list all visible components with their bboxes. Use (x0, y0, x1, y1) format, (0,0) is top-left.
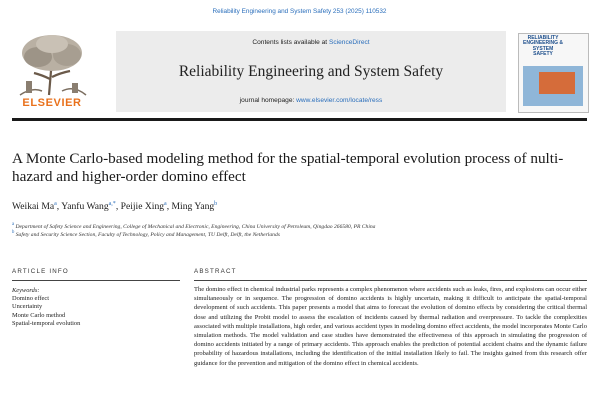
cover-image-detail (539, 72, 575, 94)
author-name[interactable]: Yanfu Wang (61, 201, 109, 213)
author-list: Weikai Ma$^a$, Yanfu Wang$^{a,*}$, Peijie Xing$^a$, Ming Yang$^b$ (12, 201, 218, 213)
abstract-text: The domino effect in chemical industrial parks represents a complex phenomenon where accidents such as leaks, fires, and explosions can occur either simultaneously or in sequence. The progression of domino accidents is highly uncertain, making it difficult to anticipate the spatial-temporal development of such accidents. This paper presents a model that aims to forecast the evolution of domino effects by considering the critical thermal dose and utilizing the Probit model to assess the escalation of incidents caused by thermal radiation and overpressure. To tackle the complexities associated with multiple installations, high order, and various accident types in modeling domino effect accidents, the model incorporates Monte Carlo simulation methods. The model validation and case studies have demonstrated the effectiveness of this approach in simulating the progression of domino accidents initiated by a range of primary accidents. This approach enables the prediction of potential accident chains and the dynamic failure probability of hazardous installations, including the identification of the initial installation likely to fail. The insights gained from this research offer guidance for the prevention and mitigation of the domino effect in chemical accidents. (194, 286, 587, 367)
affiliation-marker: a (12, 222, 15, 227)
sciencedirect-link[interactable]: ScienceDirect (328, 39, 370, 46)
cover-title: RELIABILITY ENGINEERING & SYSTEM SAFETY (523, 35, 564, 57)
keyword: Monte Carlo method (12, 311, 66, 319)
author-affiliation-marker[interactable]: a (54, 201, 57, 207)
elsevier-wordmark[interactable]: ELSEVIER (22, 97, 82, 109)
keyword: Uncertainty (12, 303, 43, 311)
author-affiliation-marker[interactable]: a (164, 201, 167, 207)
journal-cover-thumbnail[interactable] (518, 33, 589, 113)
keyword: Spatial-temporal evolution (12, 319, 81, 327)
journal-citation[interactable]: Reliability Engineering and System Safety 253 (2025) 110532 (212, 8, 387, 15)
header-divider (12, 118, 587, 121)
keyword: Domino effect (12, 295, 49, 303)
keywords-block (12, 287, 180, 328)
homepage-prefix: journal homepage: (239, 97, 297, 104)
affiliation-b (12, 230, 587, 238)
article-info-divider (12, 280, 180, 281)
author-affiliation-marker[interactable]: b (214, 201, 218, 207)
elsevier-tree-logo-icon (12, 31, 92, 97)
article-info-heading: ARTICLE INFO (12, 268, 69, 275)
article-title: A Monte Carlo-based modeling method for the spatial-temporal evolution process of nulti-hazard and higher-order domino effect (12, 150, 564, 185)
author-name[interactable]: Ming Yang (171, 201, 215, 213)
author-name[interactable]: Peijie Xing (120, 201, 165, 213)
affiliation-text: Department of Safety Science and Engineering, College of Mechanical and Electronic, Engineering, China University of Petroleum, Qingdao 266580, PR China (15, 223, 376, 230)
affiliation-text: Safety and Security Science Section, Faculty of Technology, Policy and Management, TU Delft, Delft, the Netherlands (15, 231, 280, 238)
contents-available-line (116, 39, 506, 46)
abstract-heading: ABSTRACT (194, 268, 237, 275)
contents-prefix: Contents lists available at (252, 39, 329, 46)
keywords-label: Keywords: (12, 287, 40, 294)
journal-title: Reliability Engineering and System Safety (178, 63, 444, 80)
journal-masthead (12, 31, 587, 112)
author-name[interactable]: Weikai Ma (12, 201, 55, 213)
author-affiliation-marker[interactable]: a,* (108, 201, 116, 207)
abstract-divider (194, 280, 587, 281)
affiliation-a (12, 222, 587, 230)
affiliation-marker: b (12, 230, 15, 235)
journal-homepage-line (116, 97, 506, 104)
journal-homepage-link[interactable]: www.elsevier.com/locate/ress (296, 97, 383, 104)
